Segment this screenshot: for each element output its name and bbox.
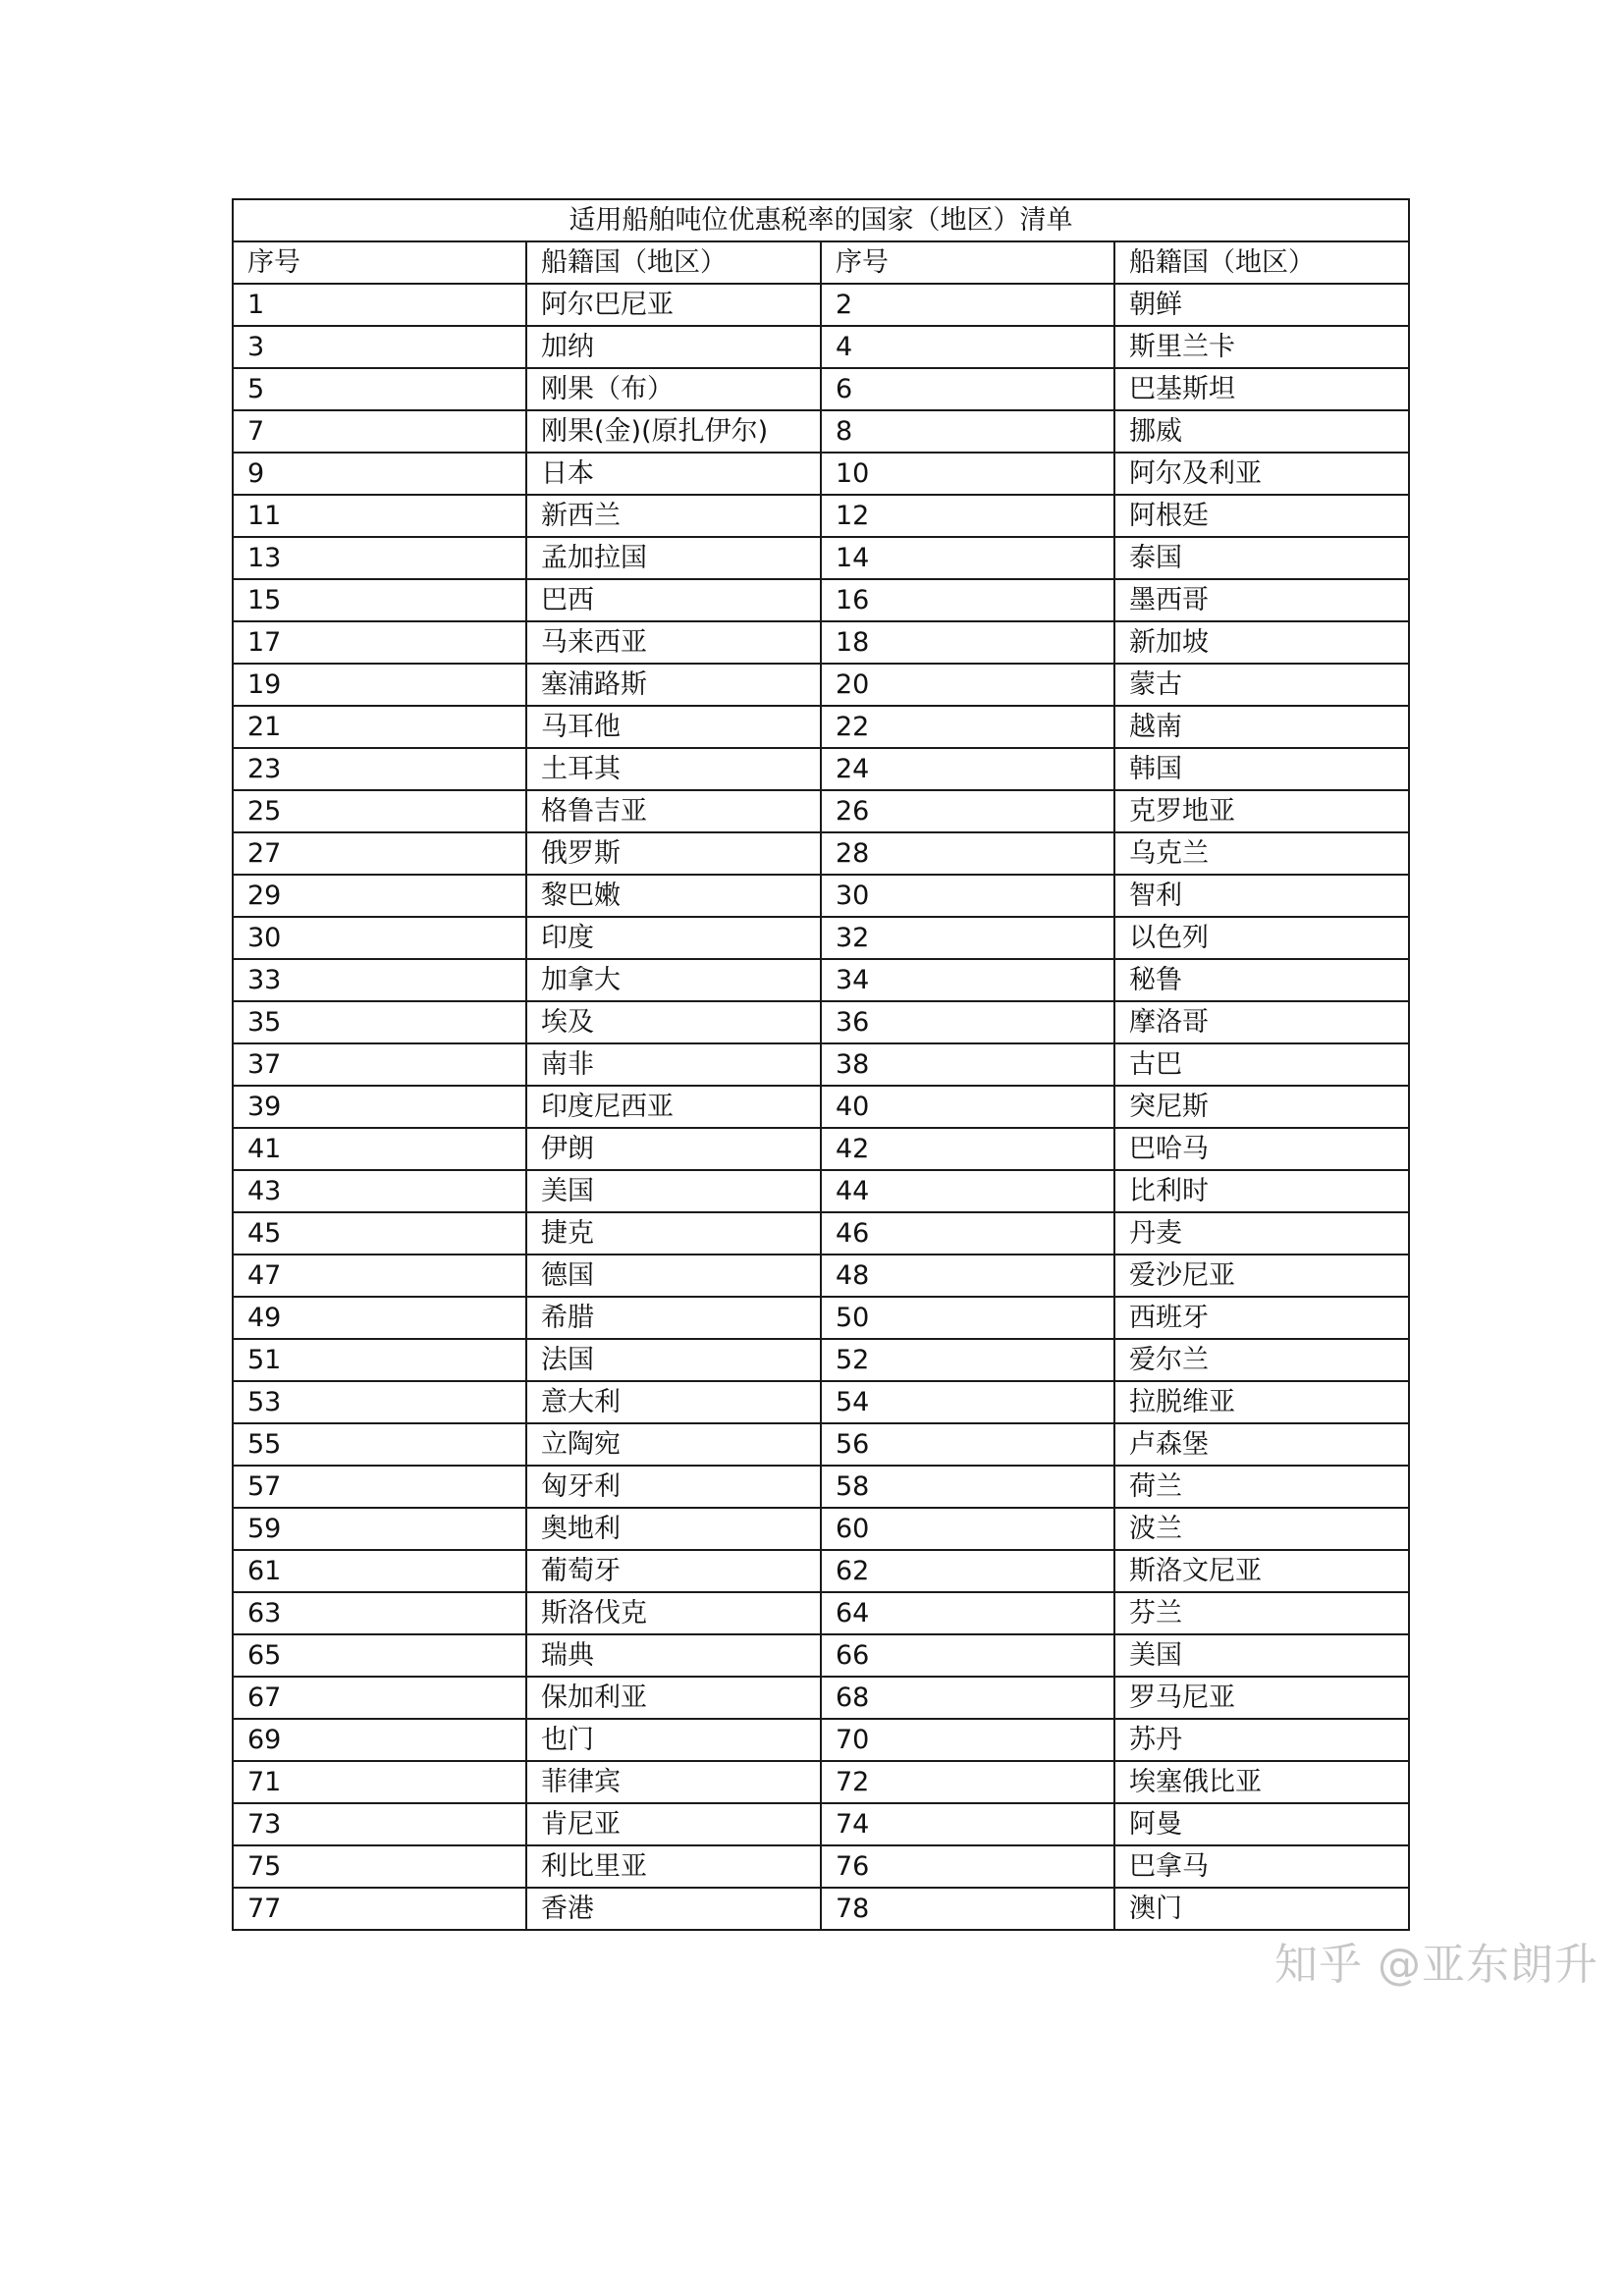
header-country-left: 船籍国（地区） [526, 241, 821, 284]
cell-country-left: 斯洛伐克 [526, 1592, 821, 1634]
cell-serial-right: 24 [821, 748, 1114, 790]
cell-serial-left: 19 [233, 664, 526, 706]
cell-country-right: 美国 [1114, 1634, 1409, 1677]
table-row [233, 368, 1409, 410]
table-row [233, 1255, 1409, 1297]
cell-serial-left: 30 [233, 917, 526, 959]
cell-serial-left: 17 [233, 621, 526, 664]
cell-country-right: 新加坡 [1114, 621, 1409, 664]
table-row [233, 495, 1409, 537]
cell-country-right: 泰国 [1114, 537, 1409, 579]
table-row [233, 1423, 1409, 1466]
cell-country-left: 立陶宛 [526, 1423, 821, 1466]
cell-serial-right: 32 [821, 917, 1114, 959]
cell-country-right: 巴基斯坦 [1114, 368, 1409, 410]
table-row [233, 1592, 1409, 1634]
cell-serial-left: 77 [233, 1888, 526, 1930]
cell-serial-right: 38 [821, 1043, 1114, 1086]
cell-country-left: 马来西亚 [526, 621, 821, 664]
cell-serial-left: 25 [233, 790, 526, 832]
cell-country-left: 香港 [526, 1888, 821, 1930]
table-row [233, 1888, 1409, 1930]
cell-serial-left: 57 [233, 1466, 526, 1508]
cell-serial-right: 76 [821, 1845, 1114, 1888]
cell-country-left: 南非 [526, 1043, 821, 1086]
cell-country-right: 芬兰 [1114, 1592, 1409, 1634]
cell-serial-right: 8 [821, 410, 1114, 453]
cell-country-right: 阿尔及利亚 [1114, 453, 1409, 495]
cell-country-right: 西班牙 [1114, 1297, 1409, 1339]
cell-serial-right: 44 [821, 1170, 1114, 1212]
cell-serial-left: 5 [233, 368, 526, 410]
cell-country-left: 印度 [526, 917, 821, 959]
cell-country-right: 古巴 [1114, 1043, 1409, 1086]
cell-serial-right: 70 [821, 1719, 1114, 1761]
cell-country-left: 奥地利 [526, 1508, 821, 1550]
cell-serial-left: 51 [233, 1339, 526, 1381]
table-title-row [233, 199, 1409, 241]
table-row [233, 326, 1409, 368]
cell-serial-right: 30 [821, 875, 1114, 917]
cell-country-right: 韩国 [1114, 748, 1409, 790]
cell-serial-right: 58 [821, 1466, 1114, 1508]
cell-serial-left: 15 [233, 579, 526, 621]
cell-country-right: 澳门 [1114, 1888, 1409, 1930]
header-serial-right: 序号 [821, 241, 1114, 284]
cell-country-right: 摩洛哥 [1114, 1001, 1409, 1043]
cell-country-right: 朝鲜 [1114, 284, 1409, 326]
cell-country-left: 捷克 [526, 1212, 821, 1255]
cell-serial-left: 73 [233, 1803, 526, 1845]
cell-country-right: 比利时 [1114, 1170, 1409, 1212]
cell-serial-right: 40 [821, 1086, 1114, 1128]
table-row [233, 284, 1409, 326]
cell-country-left: 肯尼亚 [526, 1803, 821, 1845]
cell-country-left: 希腊 [526, 1297, 821, 1339]
table-row [233, 1212, 1409, 1255]
cell-country-left: 匈牙利 [526, 1466, 821, 1508]
cell-country-right: 巴拿马 [1114, 1845, 1409, 1888]
cell-serial-right: 20 [821, 664, 1114, 706]
cell-country-left: 俄罗斯 [526, 832, 821, 875]
cell-serial-right: 14 [821, 537, 1114, 579]
table-title: 适用船舶吨位优惠税率的国家（地区）清单 [233, 199, 1409, 241]
cell-serial-left: 49 [233, 1297, 526, 1339]
table-row [233, 1550, 1409, 1592]
cell-serial-right: 16 [821, 579, 1114, 621]
cell-serial-left: 7 [233, 410, 526, 453]
cell-country-left: 黎巴嫩 [526, 875, 821, 917]
cell-serial-right: 78 [821, 1888, 1114, 1930]
table-row [233, 1086, 1409, 1128]
cell-country-left: 巴西 [526, 579, 821, 621]
cell-country-left: 印度尼西亚 [526, 1086, 821, 1128]
cell-country-left: 加纳 [526, 326, 821, 368]
cell-serial-right: 54 [821, 1381, 1114, 1423]
table-row [233, 790, 1409, 832]
cell-country-right: 荷兰 [1114, 1466, 1409, 1508]
cell-country-left: 葡萄牙 [526, 1550, 821, 1592]
cell-country-left: 新西兰 [526, 495, 821, 537]
table-row [233, 1339, 1409, 1381]
cell-serial-left: 11 [233, 495, 526, 537]
cell-country-right: 巴哈马 [1114, 1128, 1409, 1170]
cell-country-left: 加拿大 [526, 959, 821, 1001]
cell-country-left: 瑞典 [526, 1634, 821, 1677]
table-row [233, 875, 1409, 917]
table-row [233, 1677, 1409, 1719]
cell-country-left: 日本 [526, 453, 821, 495]
table-row [233, 959, 1409, 1001]
cell-country-left: 孟加拉国 [526, 537, 821, 579]
cell-serial-right: 42 [821, 1128, 1114, 1170]
table-row [233, 1170, 1409, 1212]
table-row [233, 410, 1409, 453]
country-list-table [232, 198, 1410, 1931]
cell-serial-left: 45 [233, 1212, 526, 1255]
cell-country-left: 法国 [526, 1339, 821, 1381]
cell-serial-right: 46 [821, 1212, 1114, 1255]
cell-serial-right: 22 [821, 706, 1114, 748]
cell-country-left: 阿尔巴尼亚 [526, 284, 821, 326]
cell-country-right: 波兰 [1114, 1508, 1409, 1550]
table-row [233, 748, 1409, 790]
cell-country-right: 丹麦 [1114, 1212, 1409, 1255]
cell-country-right: 卢森堡 [1114, 1423, 1409, 1466]
header-country-right: 船籍国（地区） [1114, 241, 1409, 284]
cell-serial-right: 60 [821, 1508, 1114, 1550]
table-row [233, 664, 1409, 706]
cell-serial-left: 43 [233, 1170, 526, 1212]
cell-serial-left: 41 [233, 1128, 526, 1170]
cell-serial-left: 35 [233, 1001, 526, 1043]
cell-serial-left: 1 [233, 284, 526, 326]
cell-serial-right: 72 [821, 1761, 1114, 1803]
cell-country-right: 拉脱维亚 [1114, 1381, 1409, 1423]
cell-country-right: 爱尔兰 [1114, 1339, 1409, 1381]
cell-country-right: 克罗地亚 [1114, 790, 1409, 832]
cell-serial-left: 29 [233, 875, 526, 917]
cell-country-right: 智利 [1114, 875, 1409, 917]
header-serial-left: 序号 [233, 241, 526, 284]
table-row [233, 1761, 1409, 1803]
table-row [233, 706, 1409, 748]
cell-country-right: 苏丹 [1114, 1719, 1409, 1761]
cell-country-right: 阿根廷 [1114, 495, 1409, 537]
table-row [233, 1043, 1409, 1086]
cell-serial-right: 26 [821, 790, 1114, 832]
cell-serial-right: 74 [821, 1803, 1114, 1845]
cell-serial-right: 12 [821, 495, 1114, 537]
table-row [233, 1381, 1409, 1423]
cell-serial-left: 3 [233, 326, 526, 368]
table-body [233, 199, 1409, 1930]
cell-country-left: 美国 [526, 1170, 821, 1212]
cell-country-right: 阿曼 [1114, 1803, 1409, 1845]
table-row [233, 832, 1409, 875]
cell-country-right: 斯洛文尼亚 [1114, 1550, 1409, 1592]
cell-country-left: 保加利亚 [526, 1677, 821, 1719]
cell-serial-left: 67 [233, 1677, 526, 1719]
cell-serial-left: 69 [233, 1719, 526, 1761]
cell-serial-left: 75 [233, 1845, 526, 1888]
cell-serial-right: 64 [821, 1592, 1114, 1634]
table-row [233, 1297, 1409, 1339]
cell-serial-right: 4 [821, 326, 1114, 368]
table-row [233, 579, 1409, 621]
cell-serial-right: 68 [821, 1677, 1114, 1719]
cell-country-right: 以色列 [1114, 917, 1409, 959]
cell-serial-left: 33 [233, 959, 526, 1001]
cell-country-right: 乌克兰 [1114, 832, 1409, 875]
cell-country-right: 罗马尼亚 [1114, 1677, 1409, 1719]
cell-country-right: 斯里兰卡 [1114, 326, 1409, 368]
cell-serial-right: 48 [821, 1255, 1114, 1297]
table-row [233, 1719, 1409, 1761]
cell-country-left: 马耳他 [526, 706, 821, 748]
table-row [233, 1128, 1409, 1170]
table-row [233, 1634, 1409, 1677]
cell-serial-left: 27 [233, 832, 526, 875]
table-row [233, 1508, 1409, 1550]
table-row [233, 1001, 1409, 1043]
cell-serial-left: 37 [233, 1043, 526, 1086]
cell-serial-left: 53 [233, 1381, 526, 1423]
cell-country-right: 墨西哥 [1114, 579, 1409, 621]
cell-country-right: 埃塞俄比亚 [1114, 1761, 1409, 1803]
cell-serial-right: 6 [821, 368, 1114, 410]
cell-serial-right: 66 [821, 1634, 1114, 1677]
cell-serial-right: 36 [821, 1001, 1114, 1043]
cell-country-right: 爱沙尼亚 [1114, 1255, 1409, 1297]
watermark-text: 知乎 @亚东朗升 [1274, 1940, 1598, 1990]
cell-serial-right: 62 [821, 1550, 1114, 1592]
cell-serial-right: 10 [821, 453, 1114, 495]
cell-serial-right: 34 [821, 959, 1114, 1001]
cell-serial-left: 65 [233, 1634, 526, 1677]
cell-serial-left: 59 [233, 1508, 526, 1550]
cell-serial-left: 55 [233, 1423, 526, 1466]
table-header-row [233, 241, 1409, 284]
cell-country-left: 伊朗 [526, 1128, 821, 1170]
cell-country-left: 菲律宾 [526, 1761, 821, 1803]
cell-serial-left: 71 [233, 1761, 526, 1803]
cell-serial-left: 61 [233, 1550, 526, 1592]
cell-serial-left: 23 [233, 748, 526, 790]
table-row [233, 1466, 1409, 1508]
cell-country-right: 蒙古 [1114, 664, 1409, 706]
table-row [233, 1803, 1409, 1845]
cell-country-right: 越南 [1114, 706, 1409, 748]
cell-serial-right: 52 [821, 1339, 1114, 1381]
cell-serial-right: 18 [821, 621, 1114, 664]
cell-serial-right: 2 [821, 284, 1114, 326]
cell-country-left: 刚果(金)(原扎伊尔) [526, 410, 821, 453]
cell-country-left: 刚果（布） [526, 368, 821, 410]
cell-country-left: 意大利 [526, 1381, 821, 1423]
table-row [233, 621, 1409, 664]
cell-country-left: 利比里亚 [526, 1845, 821, 1888]
cell-country-right: 挪威 [1114, 410, 1409, 453]
cell-serial-left: 39 [233, 1086, 526, 1128]
cell-serial-left: 21 [233, 706, 526, 748]
cell-country-right: 秘鲁 [1114, 959, 1409, 1001]
table-row [233, 917, 1409, 959]
table-row [233, 537, 1409, 579]
cell-country-right: 突尼斯 [1114, 1086, 1409, 1128]
cell-country-left: 也门 [526, 1719, 821, 1761]
cell-country-left: 塞浦路斯 [526, 664, 821, 706]
cell-country-left: 土耳其 [526, 748, 821, 790]
cell-serial-right: 50 [821, 1297, 1114, 1339]
table-row [233, 453, 1409, 495]
cell-country-left: 格鲁吉亚 [526, 790, 821, 832]
cell-serial-left: 9 [233, 453, 526, 495]
cell-country-left: 德国 [526, 1255, 821, 1297]
cell-serial-left: 47 [233, 1255, 526, 1297]
cell-serial-left: 63 [233, 1592, 526, 1634]
cell-serial-left: 13 [233, 537, 526, 579]
table-row [233, 1845, 1409, 1888]
cell-serial-right: 28 [821, 832, 1114, 875]
cell-serial-right: 56 [821, 1423, 1114, 1466]
cell-country-left: 埃及 [526, 1001, 821, 1043]
